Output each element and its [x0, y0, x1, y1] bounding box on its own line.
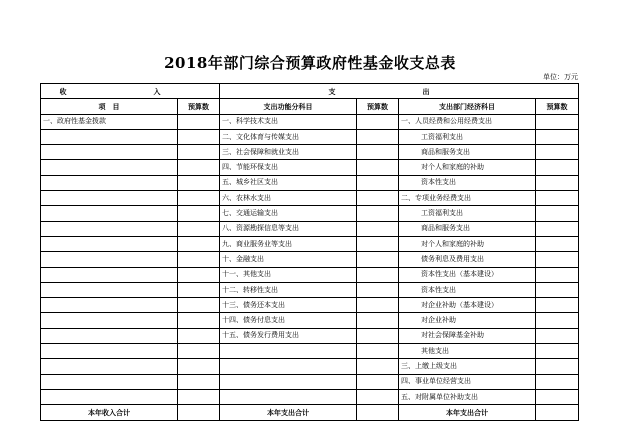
func-subject-cell: 三、社会保障和就业支出 — [220, 145, 357, 160]
income-item-cell — [41, 328, 178, 343]
func-subject-cell: 七、交通运输支出 — [220, 206, 357, 221]
income-budget-cell — [178, 175, 220, 190]
header-row-2 — [41, 99, 579, 114]
func-budget-cell — [357, 344, 399, 359]
econ-budget-cell — [536, 129, 579, 144]
func-subject-cell — [220, 389, 357, 404]
econ-subject-cell: 二、专项业务经费支出 — [399, 191, 536, 206]
income-item-cell — [41, 313, 178, 328]
func-subject-cell: 一、科学技术支出 — [220, 114, 357, 129]
econ-subject-cell: 工资福利支出 — [399, 129, 536, 144]
func-budget-cell — [357, 252, 399, 267]
econ-total-label: 本年支出合计 — [399, 405, 536, 420]
income-budget-cell — [178, 160, 220, 175]
income-budget-cell — [178, 191, 220, 206]
table-row — [41, 145, 579, 160]
func-budget-cell — [357, 114, 399, 129]
econ-subject-cell: 对企业补助（基本建设） — [399, 298, 536, 313]
income-budget-cell — [178, 252, 220, 267]
func-budget-header: 预算数 — [357, 99, 399, 114]
income-budget-cell — [178, 389, 220, 404]
func-budget-cell — [357, 267, 399, 282]
econ-budget-cell — [536, 389, 579, 404]
income-total-value — [178, 405, 220, 420]
income-item-cell — [41, 344, 178, 359]
func-budget-cell — [357, 206, 399, 221]
func-subject-header: 支出功能分科目 — [220, 99, 357, 114]
econ-budget-cell — [536, 206, 579, 221]
func-budget-cell — [357, 328, 399, 343]
func-subject-cell: 八、资源勘探信息等支出 — [220, 221, 357, 236]
func-budget-cell — [357, 298, 399, 313]
econ-subject-cell: 资本性支出 — [399, 282, 536, 297]
econ-budget-cell — [536, 252, 579, 267]
func-budget-cell — [357, 389, 399, 404]
item-header: 项 目 — [41, 99, 178, 114]
table-row — [41, 160, 579, 175]
econ-budget-cell — [536, 328, 579, 343]
income-item-cell — [41, 359, 178, 374]
econ-subject-cell: 一、人员经费和公用经费支出 — [399, 114, 536, 129]
table-row — [41, 236, 579, 251]
econ-budget-cell — [536, 282, 579, 297]
econ-budget-cell — [536, 374, 579, 389]
func-subject-cell — [220, 359, 357, 374]
func-subject-cell: 五、城乡社区支出 — [220, 175, 357, 190]
table-row — [41, 252, 579, 267]
income-item-cell — [41, 129, 178, 144]
income-budget-cell — [178, 267, 220, 282]
econ-subject-cell: 对个人和家庭的补助 — [399, 236, 536, 251]
func-subject-cell: 十、金融支出 — [220, 252, 357, 267]
income-budget-cell — [178, 145, 220, 160]
income-item-cell — [41, 145, 178, 160]
table-row — [41, 328, 579, 343]
table-row — [41, 359, 579, 374]
table-row — [41, 221, 579, 236]
income-item-cell — [41, 389, 178, 404]
econ-total-value — [536, 405, 579, 420]
income-budget-cell — [178, 221, 220, 236]
income-budget-cell — [178, 313, 220, 328]
func-budget-cell — [357, 191, 399, 206]
func-budget-cell — [357, 175, 399, 190]
income-item-cell — [41, 282, 178, 297]
income-budget-cell — [178, 359, 220, 374]
econ-budget-cell — [536, 145, 579, 160]
table-row — [41, 114, 579, 129]
econ-subject-cell: 对社会保障基金补助 — [399, 328, 536, 343]
total-row — [41, 405, 579, 420]
econ-budget-cell — [536, 313, 579, 328]
func-subject-cell — [220, 374, 357, 389]
expense-header: 支 出 — [220, 84, 579, 99]
econ-budget-cell — [536, 114, 579, 129]
income-item-cell — [41, 236, 178, 251]
econ-budget-cell — [536, 267, 579, 282]
income-budget-cell — [178, 236, 220, 251]
income-budget-cell — [178, 328, 220, 343]
econ-subject-cell: 对个人和家庭的补助 — [399, 160, 536, 175]
func-total-value — [357, 405, 399, 420]
econ-budget-header: 预算数 — [536, 99, 579, 114]
func-budget-cell — [357, 145, 399, 160]
income-budget-cell — [178, 282, 220, 297]
econ-subject-cell: 商品和服务支出 — [399, 145, 536, 160]
func-subject-cell: 六、农林水支出 — [220, 191, 357, 206]
income-budget-header: 预算数 — [178, 99, 220, 114]
table-row — [41, 175, 579, 190]
econ-subject-cell: 工资福利支出 — [399, 206, 536, 221]
func-budget-cell — [357, 221, 399, 236]
income-budget-cell — [178, 206, 220, 221]
income-item-cell — [41, 206, 178, 221]
income-total-label: 本年收入合计 — [41, 405, 178, 420]
econ-budget-cell — [536, 175, 579, 190]
table-row — [41, 389, 579, 404]
econ-budget-cell — [536, 160, 579, 175]
income-item-cell: 一、政府性基金拨款 — [41, 114, 178, 129]
table-row — [41, 282, 579, 297]
econ-budget-cell — [536, 344, 579, 359]
func-budget-cell — [357, 160, 399, 175]
econ-subject-cell: 五、对附属单位补助支出 — [399, 389, 536, 404]
econ-subject-cell: 商品和服务支出 — [399, 221, 536, 236]
income-budget-cell — [178, 374, 220, 389]
income-budget-cell — [178, 114, 220, 129]
page-title: 2018年部门综合预算政府性基金收支总表 — [164, 54, 456, 72]
func-subject-cell: 十三、债务还本支出 — [220, 298, 357, 313]
func-subject-cell: 十二、转移性支出 — [220, 282, 357, 297]
func-budget-cell — [357, 359, 399, 374]
func-subject-cell: 十五、债务发行费用支出 — [220, 328, 357, 343]
income-item-cell — [41, 175, 178, 190]
func-subject-cell: 四、节能环保支出 — [220, 160, 357, 175]
income-item-cell — [41, 374, 178, 389]
func-subject-cell: 二、文化体育与传媒支出 — [220, 129, 357, 144]
econ-budget-cell — [536, 221, 579, 236]
budget-table — [40, 83, 579, 421]
income-item-cell — [41, 267, 178, 282]
func-budget-cell — [357, 129, 399, 144]
table-row — [41, 374, 579, 389]
income-item-cell — [41, 160, 178, 175]
econ-subject-cell: 债务利息及费用支出 — [399, 252, 536, 267]
income-budget-cell — [178, 344, 220, 359]
func-subject-cell — [220, 344, 357, 359]
table-row — [41, 298, 579, 313]
income-budget-cell — [178, 129, 220, 144]
econ-subject-header: 支出部门经济科目 — [399, 99, 536, 114]
table-row — [41, 129, 579, 144]
income-item-cell — [41, 298, 178, 313]
unit-label: 单位：万元 — [543, 73, 578, 81]
header-row-1 — [41, 84, 579, 99]
econ-budget-cell — [536, 236, 579, 251]
income-item-cell — [41, 221, 178, 236]
econ-budget-cell — [536, 298, 579, 313]
econ-subject-cell: 资本性支出（基本建设） — [399, 267, 536, 282]
econ-subject-cell: 对企业补助 — [399, 313, 536, 328]
table-row — [41, 313, 579, 328]
func-total-label: 本年支出合计 — [220, 405, 357, 420]
econ-budget-cell — [536, 191, 579, 206]
table-row — [41, 191, 579, 206]
table-row — [41, 206, 579, 221]
income-budget-cell — [178, 298, 220, 313]
income-header: 收 入 — [41, 84, 220, 99]
func-budget-cell — [357, 282, 399, 297]
func-budget-cell — [357, 313, 399, 328]
econ-budget-cell — [536, 359, 579, 374]
econ-subject-cell: 四、事业单位经营支出 — [399, 374, 536, 389]
func-subject-cell: 十一、其他支出 — [220, 267, 357, 282]
func-budget-cell — [357, 374, 399, 389]
func-budget-cell — [357, 236, 399, 251]
econ-subject-cell: 资本性支出 — [399, 175, 536, 190]
income-item-cell — [41, 191, 178, 206]
table-row — [41, 267, 579, 282]
table-row — [41, 344, 579, 359]
econ-subject-cell: 三、上缴上级支出 — [399, 359, 536, 374]
income-item-cell — [41, 252, 178, 267]
func-subject-cell: 十四、债务付息支出 — [220, 313, 357, 328]
func-subject-cell: 九、商业服务业等支出 — [220, 236, 357, 251]
econ-subject-cell: 其他支出 — [399, 344, 536, 359]
